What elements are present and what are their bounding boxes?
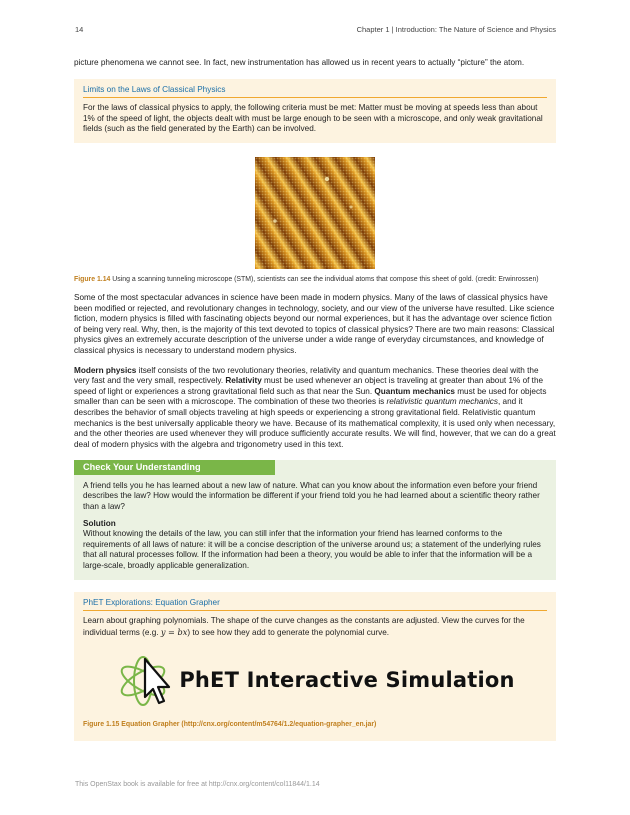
paragraph-2 (74, 366, 556, 451)
figure-1-15-caption[interactable]: Figure 1.15 Equation Grapher (http://cnx.org/content/m54764/1.2/equation-grapher_en.jar) (83, 721, 377, 729)
figure-label: Figure 1.14 (74, 275, 111, 283)
term-modern-physics: Modern physics (74, 365, 137, 375)
phet-sim-title: PhET Interactive Simulation (179, 668, 515, 693)
paragraph-2-text: , and it describes the behavior of small objects traveling at high speeds or experiencing a strong gravitational field. Relativistic quantum mechanics is the best universally applicable theory we have. Because of its mathematical complexity, it is used only when necessary, and the other theories are used whenever they will produce sufficiently accurate results. We will find, however, that we can do a great deal of modern physics with the algebra and trigonometry used in this text. (74, 397, 556, 449)
phet-text-a: Learn about graphing polynomials. The shape of the curve changes as the constants are adjusted. View the curves for the individual terms (e.g. (83, 616, 525, 637)
figure-1-14-caption (74, 275, 556, 284)
paragraph-2-text: must be used whenever an object is traveling at greater than about 1% of the speed of light or experiences a strong gravitational field such as that near the Sun. (74, 376, 544, 396)
term-relativistic-qm: relativistic quantum mechanics (386, 397, 498, 407)
page-footer: This OpenStax book is available for free at http://cnx.org/content/col11844/1.14 (75, 781, 320, 788)
paragraph-2-text: itself consists of the two revolutionary theories, relativity and quantum mechanics. These theories deal with the very fast and the very small, respectively. (74, 365, 539, 386)
term-relativity: Relativity (225, 376, 262, 386)
phet-text (83, 616, 547, 638)
solution-text: Without knowing the details of the law, you can still infer that the information your friend has learned conforms to the requirements of all laws of nature: it will be a concise description of the universe around us; a statement of the underlying rules that all natural processes follow. If the information had been a theory, you would be able to infer that the information will be a large-scale, broadly applicable generalization. (83, 529, 541, 571)
chapter-title: Chapter 1 | Introduction: The Nature of Science and Physics (356, 25, 556, 34)
check-your-understanding (74, 460, 556, 579)
phet-explorations (74, 592, 556, 741)
callout-text: For the laws of classical physics to apply, the following criteria must be met: Matter must be moving at speeds less than about 1% of the speed of light, the objects dealt with must be large enough to be seen with a microscope, and only weak gravitational fields (such as the field generated by the Earth) can be involved. (83, 103, 543, 134)
classical-physics-callout (74, 79, 556, 143)
phet-simulation-link[interactable] (83, 646, 547, 714)
page-header (75, 25, 556, 34)
math-expression: y = bx (160, 626, 188, 637)
check-body (74, 475, 556, 572)
term-quantum-mechanics: Quantum mechanics (374, 386, 455, 396)
paragraph-2-text: must be used for objects smaller than can be seen with a microscope. The combination of these two theories is (74, 386, 547, 407)
solution-title: Solution (83, 518, 116, 528)
check-question: A friend tells you he has learned about a new law of nature. What can you know about the information even before your friend describes the law? How would the information be different if your friend told you he had learned about a scientific theory rather than a law? (83, 480, 540, 512)
intro-line: picture phenomena we cannot see. In fact, new instrumentation has allowed us in recent years to actually “picture” the atom. (74, 58, 525, 67)
phet-text-b: ) to see how they add to generate the polynomial curve. (187, 627, 390, 637)
figure-caption-text: Using a scanning tunneling microscope (STM), scientists can see the individual atoms that compose this sheet of gold. (credit: Erwinrossen) (110, 275, 539, 283)
phet-logo-icon (115, 649, 175, 711)
page-number: 14 (75, 25, 84, 34)
figure-1-14 (74, 157, 556, 284)
phet-title: PhET Explorations: Equation Grapher (83, 598, 547, 612)
stm-gold-image (255, 157, 375, 269)
paragraph-1: Some of the most spectacular advances in science have been made in modern physics. Many of the laws of classical physics have been modified or rejected, and revolutionary changes in technology, society, and our view of the universe have resulted. Like science fiction, modern physics is filled with fascinating objects beyond our normal experiences, but it has the advantage over science fiction of being very real. Why, then, is the majority of this text devoted to topics of classical physics? There are two main reasons: Classical physics gives an extremely accurate description of the universe under a wide range of everyday circumstances, and knowledge of classical physics is necessary to understand modern physics. (74, 292, 555, 355)
check-header: Check Your Understanding (74, 460, 275, 475)
callout-title: Limits on the Laws of Classical Physics (83, 85, 547, 99)
page-content (74, 58, 556, 741)
